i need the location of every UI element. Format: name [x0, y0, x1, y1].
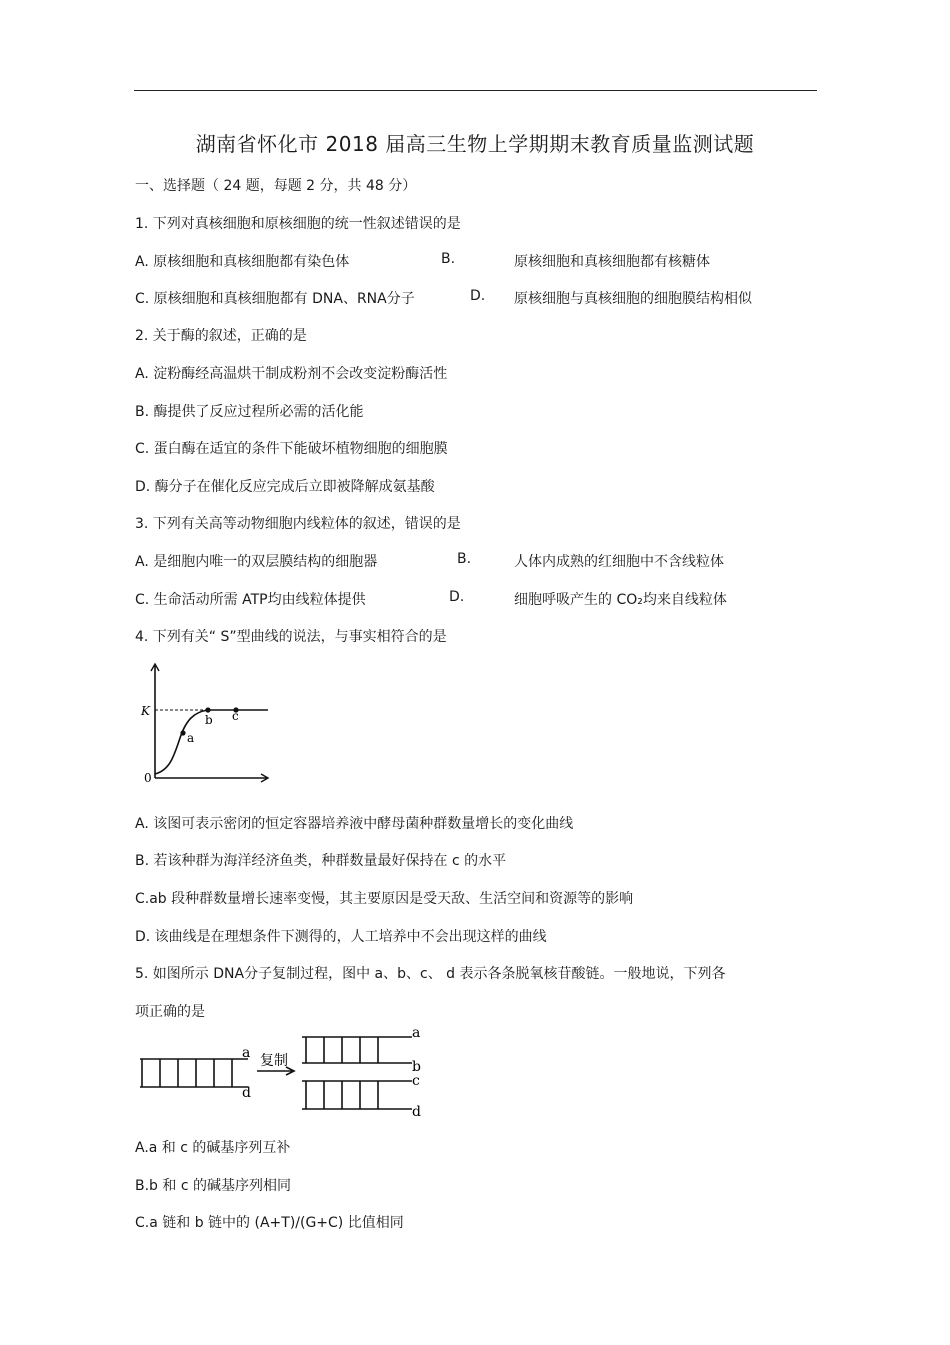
q1-option-c: C. 原核细胞和真核细胞都有 DNA、RNA分子: [135, 291, 415, 307]
q5-option-b: B.b 和 c 的碱基序列相同: [135, 1178, 291, 1194]
daughter-strand-c-label: c: [412, 1073, 420, 1089]
q3-option-a: A. 是细胞内唯一的双层膜结构的细胞器: [135, 554, 378, 570]
k-label: K: [141, 704, 150, 718]
q3-option-d-letter: D.: [449, 589, 465, 605]
daughter-dna-bottom: [302, 1081, 412, 1109]
header-rule: [134, 90, 817, 91]
parent-strand-d-label: d: [242, 1085, 251, 1101]
q2-option-b: B. 酶提供了反应过程所必需的活化能: [135, 404, 364, 420]
daughter-strand-a-label: a: [412, 1025, 421, 1041]
q3-option-c: C. 生命活动所需 ATP均由线粒体提供: [135, 592, 366, 608]
q2-option-a: A. 淀粉酶经高温烘干制成粉剂不会改变淀粉酶活性: [135, 366, 448, 382]
q4-option-d: D. 该曲线是在理想条件下测得的，人工培养中不会出现这样的曲线: [135, 929, 547, 945]
q2-stem: 2. 关于酶的叙述，正确的是: [135, 328, 307, 344]
parent-dna: [140, 1059, 248, 1087]
daughter-strand-d-label: d: [412, 1104, 421, 1120]
q4-option-c: C.ab 段种群数量增长速率变慢，其主要原因是受天敌、生活空间和资源等的影响: [135, 891, 634, 907]
q5-option-c: C.a 链和 b 链中的 (A+T)/(G+C) 比值相同: [135, 1215, 404, 1231]
q1-option-d-letter: D.: [470, 288, 486, 304]
origin-label: 0: [144, 771, 152, 785]
dna-replication-figure: [136, 1025, 426, 1120]
point-b-label: b: [205, 713, 213, 727]
q4-option-b: B. 若该种群为海洋经济鱼类，种群数量最好保持在 c 的水平: [135, 853, 507, 869]
point-c-label: c: [232, 709, 239, 723]
s-curve: [155, 710, 208, 774]
q1-option-d-text: 原核细胞与真核细胞的细胞膜结构相似: [514, 291, 752, 307]
point-b: [205, 707, 210, 712]
q3-option-b-text: 人体内成熟的红细胞中不含线粒体: [514, 554, 724, 570]
q5-stem-line1: 5. 如图所示 DNA分子复制过程，图中 a、b、c、 d 表示各条脱氧核苷酸链。一般地说，下列各: [135, 966, 726, 982]
q3-stem: 3. 下列有关高等动物细胞内线粒体的叙述，错误的是: [135, 516, 461, 532]
q1-option-b-letter: B.: [441, 251, 456, 267]
parent-strand-a-label: a: [242, 1045, 251, 1061]
q5-stem-line2: 项正确的是: [135, 1004, 205, 1020]
q2-option-d: D. 酶分子在催化反应完成后立即被降解成氨基酸: [135, 479, 435, 495]
point-a-label: a: [187, 731, 195, 745]
q1-stem: 1. 下列对真核细胞和原核细胞的统一性叙述错误的是: [135, 216, 461, 232]
daughter-strand-b-label: b: [412, 1059, 421, 1075]
replication-arrow-label: 复制: [260, 1053, 288, 1069]
q1-option-a: A. 原核细胞和真核细胞都有染色体: [135, 254, 350, 270]
q1-option-b-text: 原核细胞和真核细胞都有核糖体: [514, 254, 710, 270]
q3-option-b-letter: B.: [457, 551, 472, 567]
q4-stem: 4. 下列有关“ S”型曲线的说法，与事实相符合的是: [135, 629, 447, 645]
section-heading: 一、选择题（ 24 题，每题 2 分，共 48 分）: [135, 178, 417, 194]
page-title: 湖南省怀化市 2018 届高三生物上学期期末教育质量监测试题: [195, 132, 755, 156]
point-a: [180, 730, 185, 735]
q2-option-c: C. 蛋白酶在适宜的条件下能破坏植物细胞的细胞膜: [135, 441, 448, 457]
q4-option-a: A. 该图可表示密闭的恒定容器培养液中酵母菌种群数量增长的变化曲线: [135, 816, 574, 832]
s-curve-figure: [138, 660, 273, 785]
daughter-dna-top: [302, 1037, 412, 1063]
q5-option-a: A.a 和 c 的碱基序列互补: [135, 1140, 291, 1156]
q3-option-d-text: 细胞呼吸产生的 CO₂均来自线粒体: [514, 592, 727, 608]
